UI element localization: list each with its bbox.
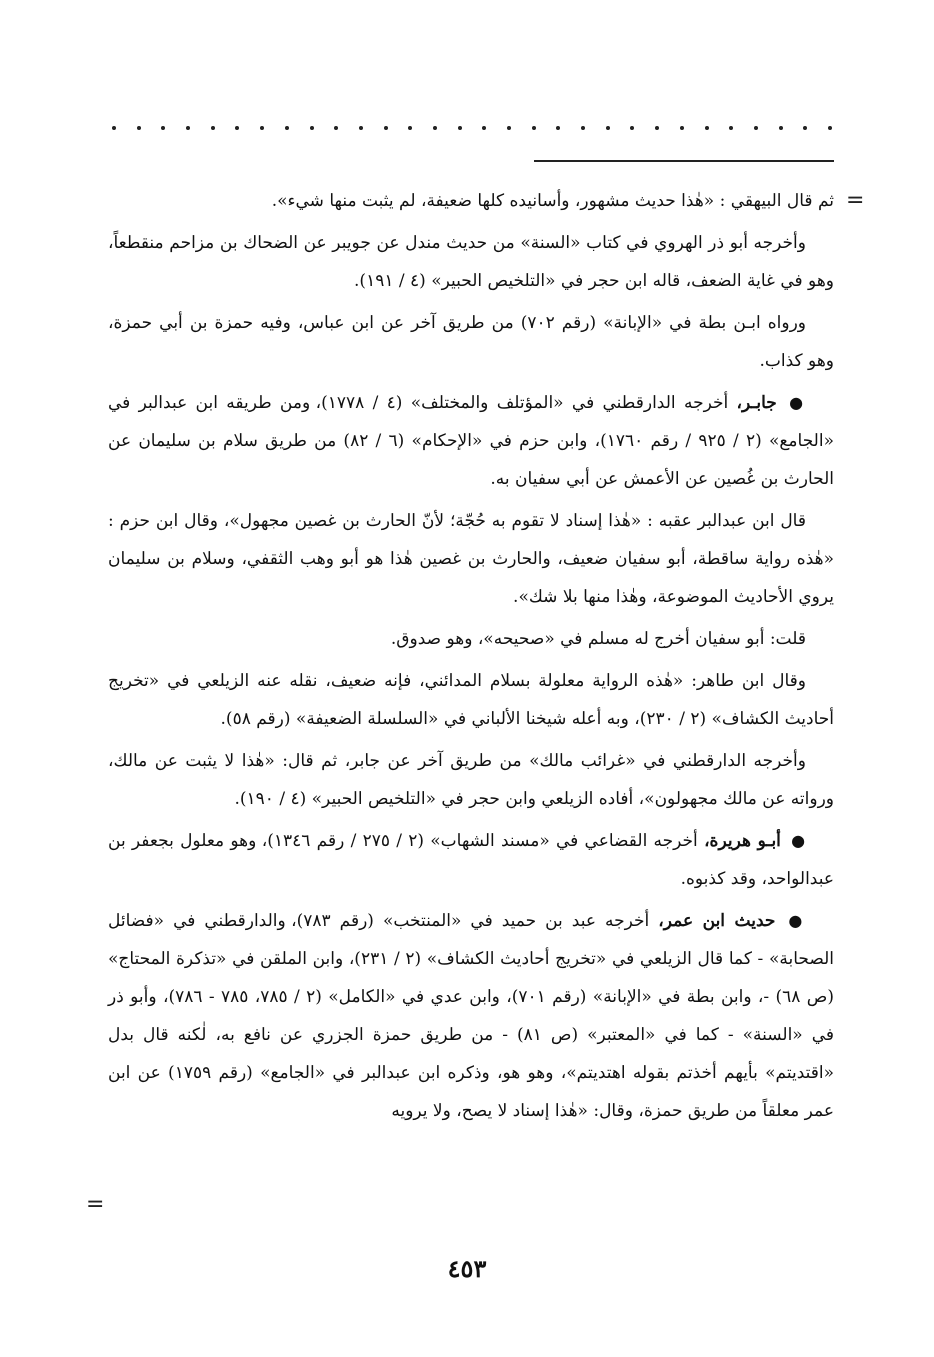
paragraph-7: وقال ابن طاهر: «هٰذه الرواية معلولة بسلام المدائني، فإنه ضعيف، نقله عنه الزيلعي في «تخريج أحاديث الكشاف» (٢ / ٢٣٠)، وبه أعله شيخنا الألباني في «السلسلة الضعيفة» (رقم ٥٨). xyxy=(108,671,834,729)
bullet-icon: ● xyxy=(788,911,806,930)
paragraph-10 xyxy=(108,902,834,1130)
header-dot xyxy=(359,126,363,130)
header-dot xyxy=(211,126,215,130)
header-dot xyxy=(828,126,832,130)
paragraph-6: قلت: أبو سفيان أخرج له مسلم في «صحيحه»، وهو صدوق. xyxy=(390,629,806,649)
header-dot xyxy=(112,126,116,130)
header-dot xyxy=(630,126,634,130)
header-dot-rule xyxy=(112,118,832,138)
paragraph-9-lead: أبـو هريرة، xyxy=(704,831,781,851)
header-dot xyxy=(310,126,314,130)
header-dot xyxy=(655,126,659,130)
header-dot xyxy=(235,126,239,130)
header-dot xyxy=(408,126,412,130)
header-dot xyxy=(285,126,289,130)
header-dot xyxy=(433,126,437,130)
bullet-icon: ● xyxy=(791,831,806,850)
paragraph-9-text: أخرجه القضاعي في «مسند الشهاب» (٢ / ٢٧٥ / رقم ١٣٤٦)، وهو معلول بجعفر بن عبدالواحد، وقد كذبوه. xyxy=(108,831,834,889)
header-dot xyxy=(705,126,709,130)
header-dot xyxy=(606,126,610,130)
header-dot xyxy=(680,126,684,130)
paragraph-5: قال ابن عبدالبر عقبه : «هٰذا إسناد لا تقوم به حُجّة؛ لأنّ الحارث بن غصين مجهول»، وقال ابن حزم : «هٰذه رواية ساقطة، أبو سفيان ضعيف، والحارث بن غصين هٰذا هو أبو وهب الثقفي، وسلام بن سليمان يروي الأحاديث الموضوعة، وهٰذا منها بلا شك». xyxy=(108,511,834,607)
header-dot xyxy=(458,126,462,130)
header-dot xyxy=(260,126,264,130)
header-dot xyxy=(779,126,783,130)
header-dot xyxy=(803,126,807,130)
continuation-mark-top: = xyxy=(846,188,865,213)
footnote-text xyxy=(108,182,834,1134)
header-dot xyxy=(482,126,486,130)
paragraph-9 xyxy=(108,822,834,898)
paragraph-10-lead: حديث ابن عمر، xyxy=(658,911,776,931)
paragraph-8: وأخرجه الدارقطني في «غرائب مالك» من طريق آخر عن جابر، ثم قال: «هٰذا لا يثبت عن مالك، ورواته عن مالك مجهولون»، أفاده الزيلعي وابن حجر في «التلخيص الحبير» (٤ / ١٩٠). xyxy=(108,751,834,809)
paragraph-2: وأخرجه أبو ذر الهروي في كتاب «السنة» من حديث مندل عن جويبر عن الضحاك بن مزاحم منقطعاً، وهو في غاية الضعف، قاله ابن حجر في «التلخيص الحبير» (٤ / ١٩١). xyxy=(108,233,834,291)
paragraph-4-text: أخرجه الدارقطني في «المؤتلف والمختلف» (٤ / ١٧٧٨)، ومن طريقه ابن عبدالبر في «الجامع» (٢ / ٩٢٥ / رقم ١٧٦٠)، وابن حزم في «الإحكام» (٦ / ٨٢) من طريق سلام بن سليمان عن الحارث بن غُصين عن الأعمش عن أبي سفيان به. xyxy=(108,393,834,489)
header-dot xyxy=(729,126,733,130)
header-dot xyxy=(161,126,165,130)
header-dot xyxy=(334,126,338,130)
paragraph-10-text: أخرجه عبد بن حميد في «المنتخب» (رقم ٧٨٣)، والدارقطني في «فضائل الصحابة» - كما قال الزيلعي في «تخريج أحاديث الكشاف» (٢ / ٢٣١)، وابن الملقن في «تذكرة المحتاج» (ص ٦٨) -، وابن بطة في «الإبانة» (رقم ٧٠١)، وابن عدي في «الكامل» (٢ / ٧٨٥، ٧٨٥ - ٧٨٦)، وأبو ذر في «السنة» - كما في «المعتبر» (ص ٨١) - من طريق حمزة الجزري عن نافع به، لٰكنه قال بدل «اقتديتم» بأيهم أخذتم بقوله اهتديتم»، وهو هو، وذكره ابن عبدالبر في «الجامع» (رقم ١٧٥٩) عن ابن عمر معلقاً من طريق حمزة، وقال: «هٰذا إسناد لا يصح، ولا يرويه xyxy=(108,911,835,1121)
header-dot xyxy=(384,126,388,130)
header-dot xyxy=(556,126,560,130)
paragraph-4-lead: جابـر، xyxy=(736,393,777,413)
paragraph-4 xyxy=(108,384,834,498)
header-dot xyxy=(581,126,585,130)
header-dot xyxy=(507,126,511,130)
continuation-mark-bottom: = xyxy=(86,1192,105,1217)
paragraph-1: ثم قال البيهقي : «هٰذا حديث مشهور، وأسانيده كلها ضعيفة، لم يثبت منها شيء». xyxy=(271,191,834,211)
header-dot xyxy=(186,126,190,130)
header-dot xyxy=(754,126,758,130)
footnote-separator xyxy=(534,160,834,162)
bullet-icon: ● xyxy=(789,393,807,412)
paragraph-3: ورواه ابـن بطة في «الإبانة» (رقم ٧٠٢) من طريق آخر عن ابن عباس، وفيه حمزة بن أبي حمزة، وهو كذاب. xyxy=(108,313,834,371)
header-dot xyxy=(137,126,141,130)
page-number: ٤٥٣ xyxy=(447,1254,487,1283)
header-dot xyxy=(532,126,536,130)
